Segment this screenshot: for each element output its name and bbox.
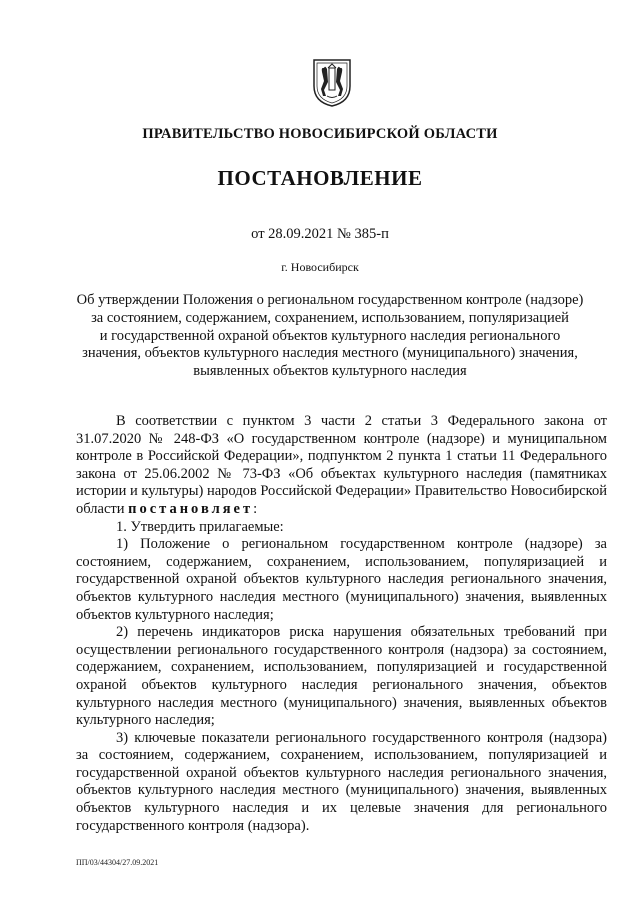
title-line: Об утверждении Положения о региональном государственном контроле (надзоре) <box>76 292 584 308</box>
coat-of-arms-icon <box>311 56 353 108</box>
city-line: г. Новосибирск <box>281 260 359 274</box>
organization-name: ПРАВИТЕЛЬСТВО НОВОСИБИРСКОЙ ОБЛАСТИ <box>142 126 498 142</box>
decree-word: постановляет <box>128 500 254 517</box>
date-number-line: от 28.09.2021 № 385-п <box>251 226 389 242</box>
subitem-1: 1) Положение о региональном государственном контроле (надзоре) за состоянием, содержанием, сохранением, использованием, популяризацией и государственной охраной объектов культурного наследия регионального значения, объектов культурного наследия местного (муниципального) значения, выявленных объектов культурного наследия; <box>76 536 607 623</box>
preamble-paragraph <box>76 413 607 519</box>
title-line: и государственной охраной объектов культурного наследия регионального <box>99 327 561 344</box>
document-title <box>70 292 590 381</box>
title-line: значения, объектов культурного наследия местного (муниципального) значения, <box>82 345 578 362</box>
subitem-3: 3) ключевые показатели регионального государственного контроля (надзора) за состоянием, содержанием, сохранением, использованием, популяризацией и государственной охраной объектов культурного наследия регионального значения, объектов культурного наследия местного (муниципального) значения, выявленных объектов культурного наследия и их целевые значения для регионального государственного контроля (надзора). <box>76 729 607 834</box>
document-type: ПОСТАНОВЛЕНИЕ <box>217 166 423 190</box>
title-line: за состоянием, содержанием, сохранением, использованием, популяризацией <box>91 309 569 326</box>
document-body <box>76 413 607 835</box>
footer-code: ПП/03/44304/27.09.2021 <box>76 858 159 867</box>
item-1: 1. Утвердить прилагаемые: <box>116 518 284 535</box>
preamble-text: В соответствии с пунктом 3 части 2 статьи 3 Федерального закона от 31.07.2020 № 248-ФЗ «О государственном контроле (надзоре) и муниципальном контроле в Российской Федерации», подпунктом 2 пункта 1 статьи 11 Федерального закона от 25.06.2002 № 73-ФЗ «Об объектах культурного наследия (памятниках истории и культуры) народов Российской Федерации» Правительство Новосибирской области <box>76 413 607 517</box>
subitem-2: 2) перечень индикаторов риска нарушения обязательных требований при осуществлении регионального государственного контроля (надзора) за состоянием, содержанием, сохранением, использованием, популяризацией и государственной охраной объектов культурного наследия регионального значения, объектов культурного наследия местного (муниципального) значения, выявленных объектов культурного наследия; <box>76 624 607 729</box>
title-line: выявленных объектов культурного наследия <box>193 363 467 380</box>
decree-colon: : <box>253 500 258 517</box>
